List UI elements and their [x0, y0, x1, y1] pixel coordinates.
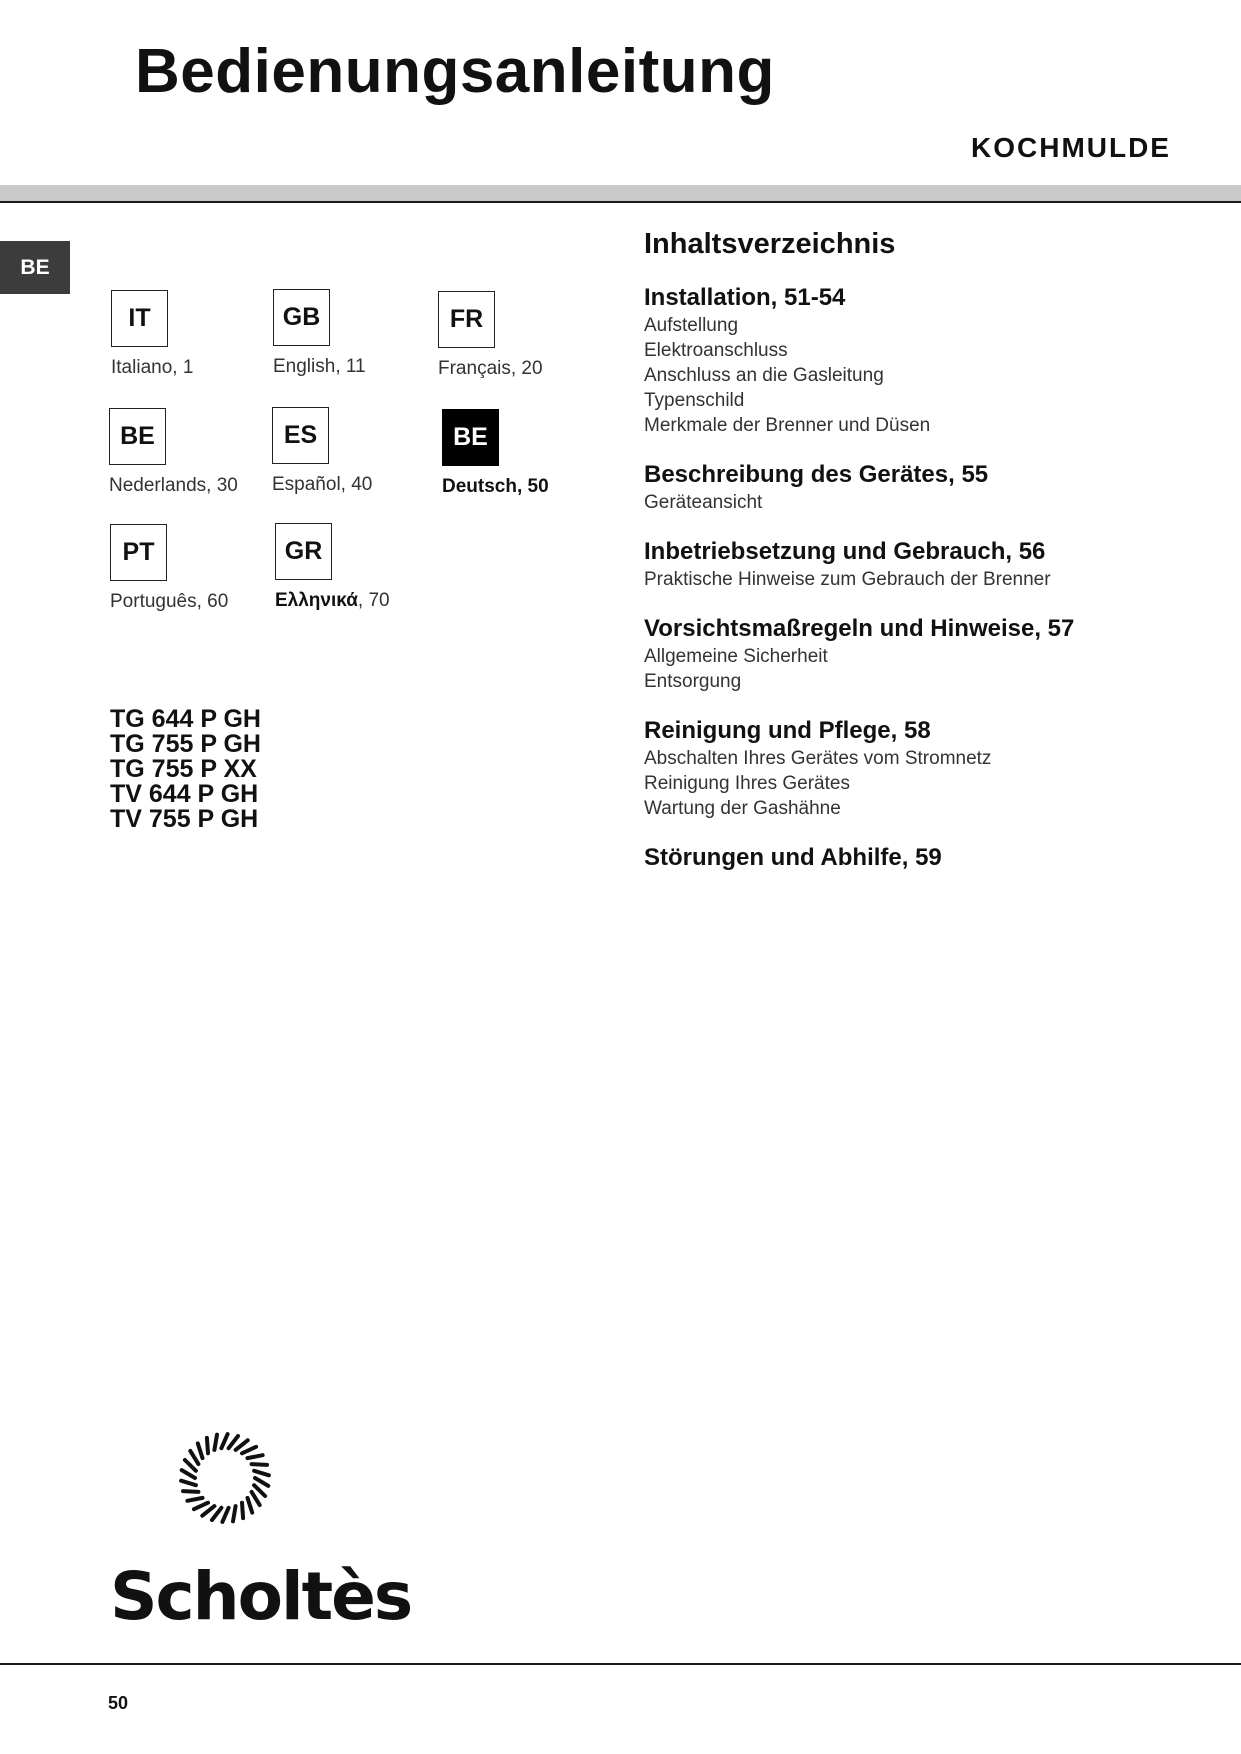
language-name: Ελληνικά	[275, 590, 358, 611]
toc-item[interactable]: Praktische Hinweise zum Gebrauch der Brenner	[644, 569, 1051, 590]
language-label: Português, 60	[110, 591, 229, 612]
toc-section-title[interactable]: Inbetriebsetzung und Gebrauch, 56	[644, 538, 1046, 565]
language-side-tab: BE	[0, 241, 70, 294]
language-entry-gr[interactable]	[275, 523, 445, 612]
language-label: Nederlands, 30	[109, 475, 238, 496]
sunburst-ray	[248, 1455, 263, 1458]
toc-item[interactable]: Entsorgung	[644, 671, 742, 692]
toc-section	[644, 283, 1204, 438]
sunburst-ray	[229, 1436, 238, 1448]
sunburst-ray	[183, 1491, 198, 1492]
sunburst-ray	[181, 1481, 196, 1486]
toc-item[interactable]: Geräteansicht	[644, 492, 763, 513]
sunburst-ray	[252, 1492, 260, 1505]
language-label: Italiano, 1	[111, 357, 194, 378]
toc-section-title[interactable]: Installation, 51-54	[644, 284, 846, 311]
page-number: 50	[108, 1693, 129, 1713]
toc-item[interactable]: Typenschild	[644, 390, 745, 411]
sunburst-ray	[233, 1506, 236, 1521]
toc-item[interactable]: Anschluss an die Gasleitung	[644, 365, 884, 386]
sunburst-ray	[198, 1443, 203, 1458]
language-entry-gb[interactable]	[273, 289, 443, 378]
toc-item[interactable]: Wartung der Gashähne	[644, 798, 841, 819]
toc-section	[644, 843, 1204, 873]
sunburst-ray	[214, 1435, 217, 1450]
sunburst-ray	[185, 1460, 196, 1471]
sunburst-ray	[202, 1506, 214, 1516]
language-code-box: BE	[109, 408, 166, 465]
sunburst-ray	[187, 1498, 202, 1501]
language-entry-nl[interactable]	[109, 408, 279, 497]
sunburst-ray	[190, 1451, 198, 1464]
language-page: , 70	[357, 590, 390, 611]
sunburst-ray	[248, 1498, 253, 1513]
model-list	[110, 707, 261, 832]
toc-section	[644, 460, 1204, 515]
language-label	[275, 590, 445, 612]
toc-section-title[interactable]: Störungen und Abhilfe, 59	[644, 844, 942, 871]
toc-section	[644, 716, 1204, 821]
model-number: TV 755 P GH	[110, 805, 259, 833]
toc-item[interactable]: Abschalten Ihres Gerätes vom Stromnetz	[644, 748, 992, 769]
language-entry-de[interactable]	[442, 409, 612, 498]
toc-section	[644, 537, 1204, 592]
language-label-active: Deutsch, 50	[442, 476, 549, 497]
language-code-box: IT	[111, 290, 168, 347]
brand-wordmark: Scholtès	[110, 1558, 412, 1635]
language-label: English, 11	[273, 356, 366, 377]
sunburst-icon	[181, 1434, 269, 1522]
toc-item[interactable]: Reinigung Ihres Gerätes	[644, 773, 850, 794]
sunburst-ray	[222, 1508, 228, 1522]
sunburst-ray	[242, 1503, 243, 1518]
model-number: TG 755 P XX	[110, 755, 257, 783]
language-code-box: GB	[273, 289, 330, 346]
language-code-box: FR	[438, 291, 495, 348]
toc-section-title[interactable]: Reinigung und Pflege, 58	[644, 717, 931, 744]
sunburst-ray	[221, 1434, 227, 1448]
sunburst-ray	[212, 1508, 221, 1520]
sunburst-ray	[182, 1470, 195, 1478]
sunburst-ray	[236, 1440, 248, 1450]
product-category: KOCHMULDE	[971, 132, 1171, 163]
page-title: Bedienungsanleitung	[135, 37, 775, 106]
language-entry-es[interactable]	[272, 407, 442, 496]
sunburst-ray	[207, 1438, 208, 1453]
toc-item[interactable]: Aufstellung	[644, 315, 739, 336]
toc-section-title[interactable]: Beschreibung des Gerätes, 55	[644, 461, 989, 488]
header-divider	[0, 201, 1241, 203]
footer-divider	[0, 1663, 1241, 1665]
sunburst-ray	[194, 1503, 208, 1510]
sunburst-ray	[254, 1471, 269, 1476]
language-code-box-active: BE	[442, 409, 499, 466]
language-entry-pt[interactable]	[110, 524, 280, 613]
toc-section	[644, 614, 1204, 694]
sunburst-ray	[255, 1478, 268, 1486]
model-number: TG 644 P GH	[110, 705, 261, 733]
model-number: TG 755 P GH	[110, 730, 261, 758]
sunburst-ray	[254, 1485, 265, 1496]
language-entry-it[interactable]	[111, 290, 281, 379]
model-number: TV 644 P GH	[110, 780, 259, 808]
header-band	[0, 185, 1241, 201]
toc-item[interactable]: Allgemeine Sicherheit	[644, 646, 828, 667]
language-code-box: PT	[110, 524, 167, 581]
toc-section-title[interactable]: Vorsichtsmaßregeln und Hinweise, 57	[644, 615, 1075, 642]
sunburst-ray	[242, 1447, 256, 1454]
toc-item[interactable]: Merkmale der Brenner und Düsen	[644, 415, 931, 436]
toc-item[interactable]: Elektroanschluss	[644, 340, 788, 361]
language-entry-fr[interactable]	[438, 291, 608, 380]
language-code-box: ES	[272, 407, 329, 464]
table-of-contents	[644, 228, 1204, 895]
toc-heading: Inhaltsverzeichnis	[644, 228, 896, 260]
language-label: Español, 40	[272, 474, 373, 495]
language-code-box: GR	[275, 523, 332, 580]
sunburst-ray	[252, 1464, 267, 1465]
language-label: Français, 20	[438, 358, 543, 379]
